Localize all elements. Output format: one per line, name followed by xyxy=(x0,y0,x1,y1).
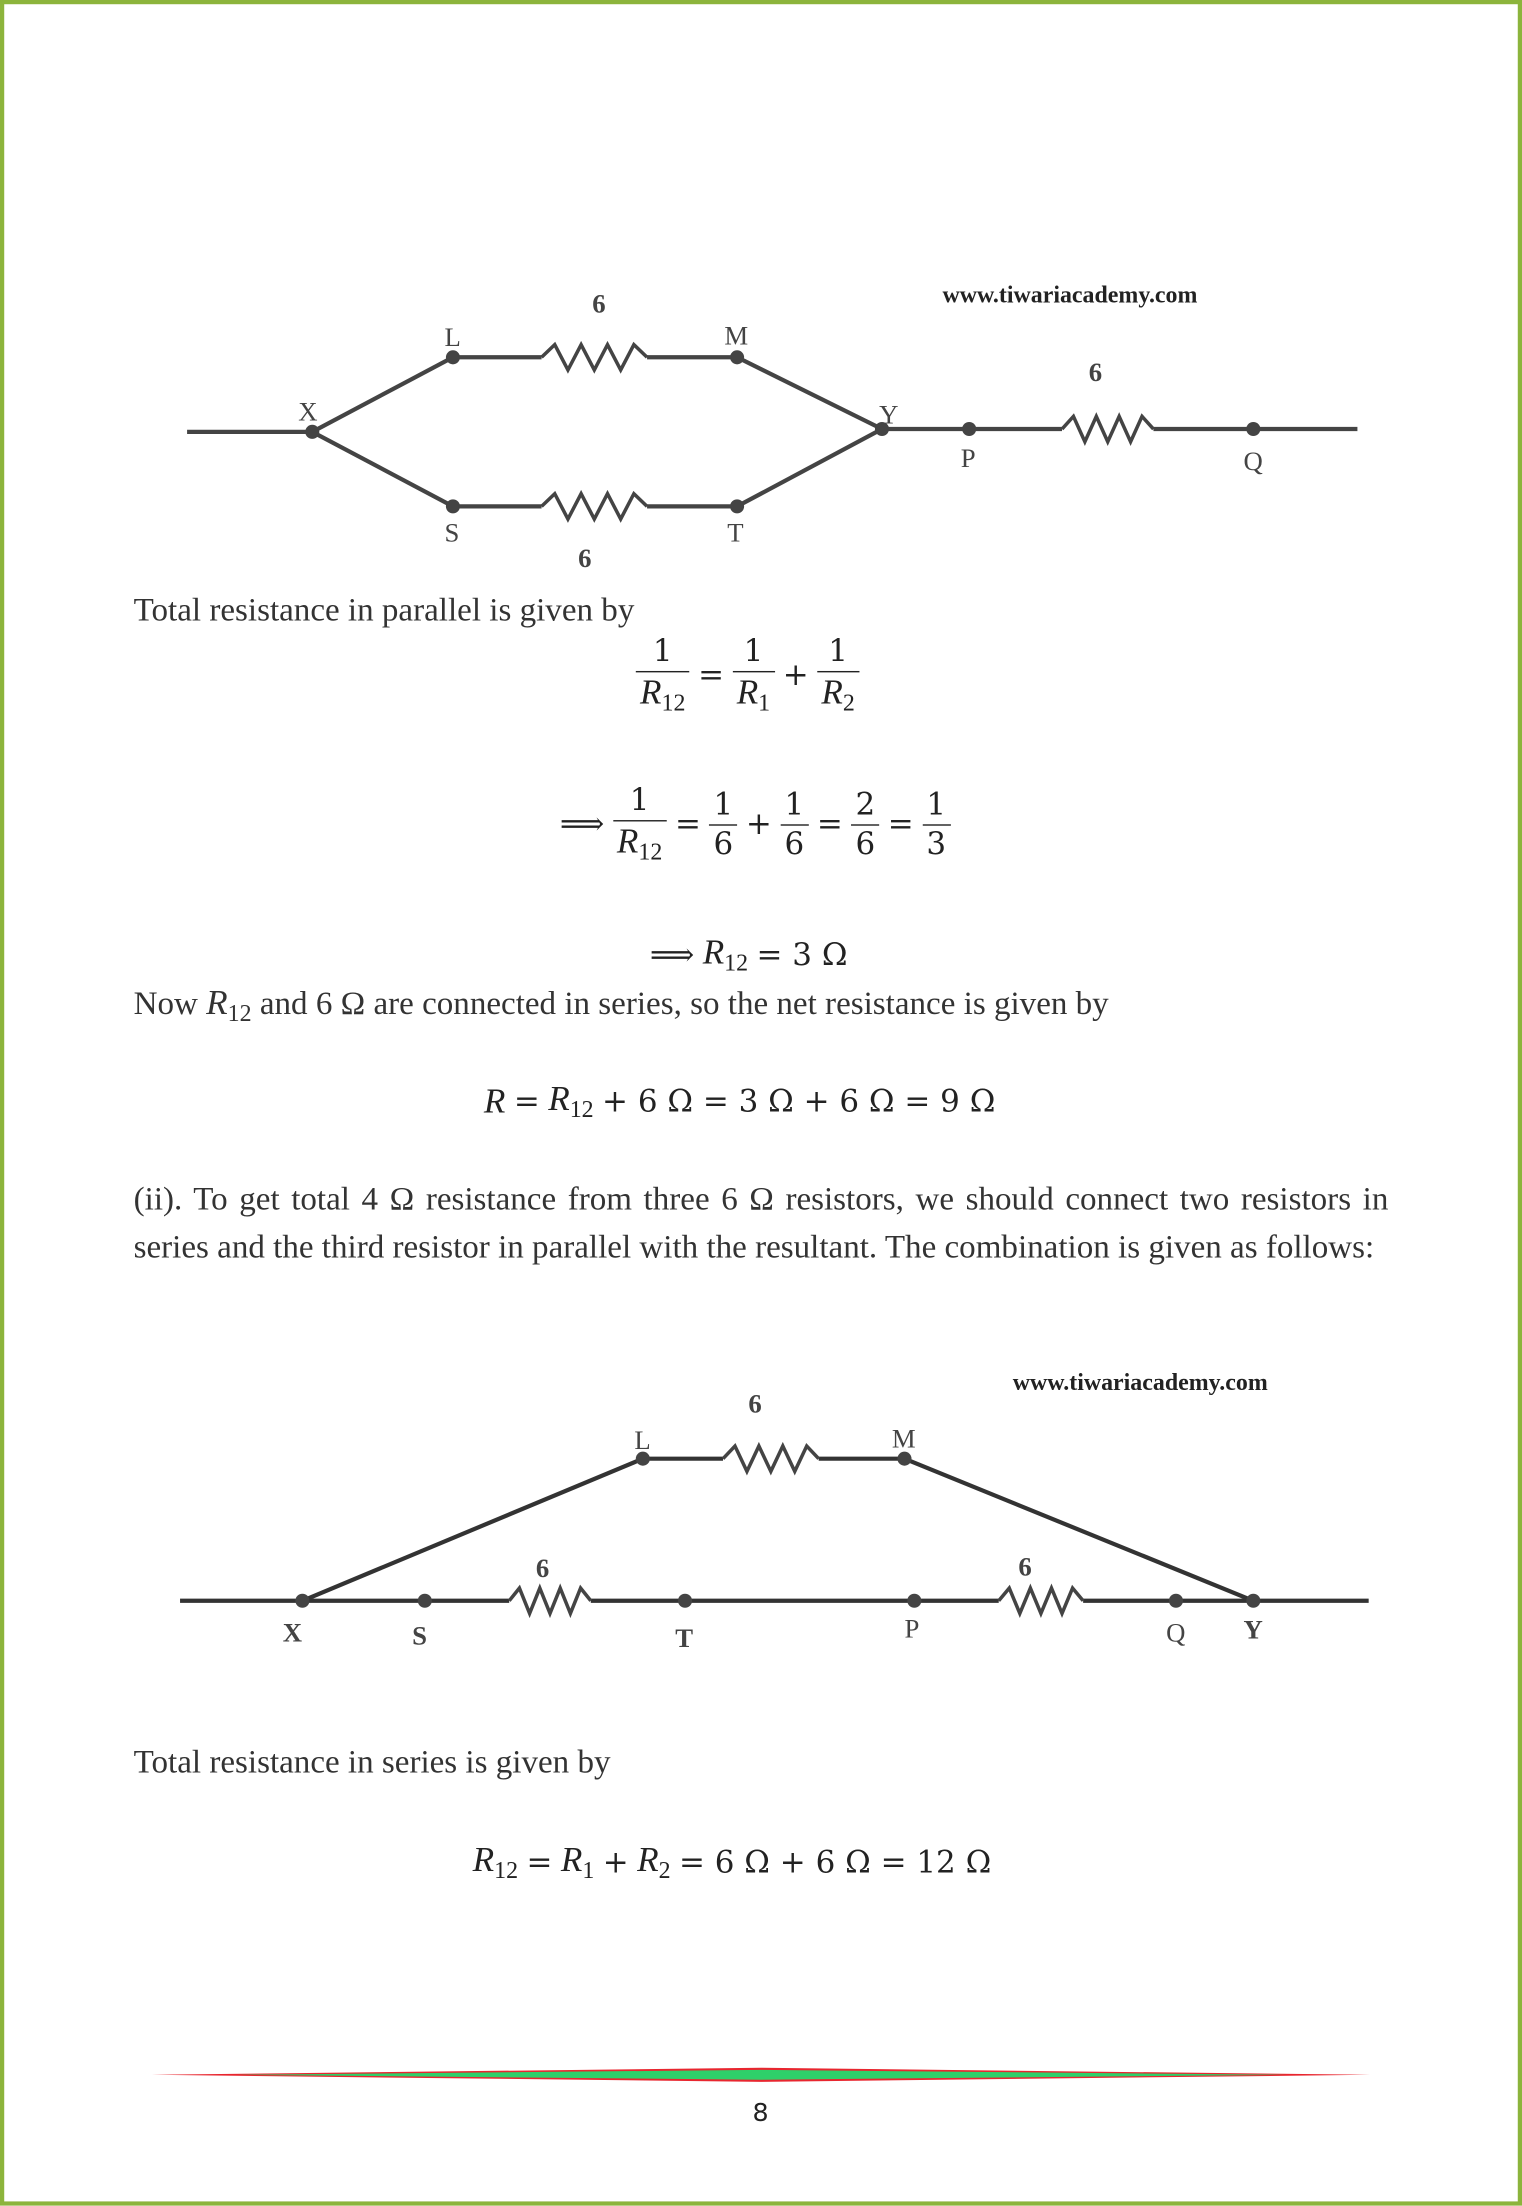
node-label-y: Y xyxy=(1243,1614,1263,1645)
node-label-p: P xyxy=(960,443,976,474)
resistor-zigzag xyxy=(723,1446,819,1471)
variable: R xyxy=(736,673,759,712)
subscript: 1 xyxy=(758,689,771,717)
node-label-m: M xyxy=(724,320,749,351)
equals-sign: = xyxy=(698,658,725,694)
numerator: 1 xyxy=(713,787,734,823)
variable: R xyxy=(702,934,725,972)
resistor-symbol xyxy=(509,1588,591,1613)
subscript: 12 xyxy=(569,1095,594,1123)
node-label-m: M xyxy=(891,1423,916,1454)
resistor-symbol xyxy=(1062,416,1153,441)
variable: R xyxy=(206,984,228,1023)
watermark: www.tiwariacademy.com xyxy=(942,282,1198,309)
resistor-zigzag xyxy=(542,494,647,519)
resistor-symbol xyxy=(542,494,647,519)
subscript: 2 xyxy=(658,1856,671,1884)
node-label-s: S xyxy=(412,1620,428,1651)
equals-sign: = xyxy=(674,807,701,843)
numerator: 1 xyxy=(743,634,764,670)
resistor-zigzag xyxy=(1062,416,1153,441)
equation-series-resistance xyxy=(473,1841,992,1885)
wires xyxy=(187,357,1357,506)
implies-arrow: ⟹ xyxy=(559,807,605,843)
variable: R xyxy=(616,823,639,862)
numerator: 2 xyxy=(855,787,876,823)
implies-arrow: ⟹ xyxy=(649,938,695,974)
plus-sign: + xyxy=(745,807,772,843)
resistor-symbol xyxy=(723,1446,819,1471)
node-label-q: Q xyxy=(1243,445,1263,476)
node-label-p: P xyxy=(904,1613,920,1644)
node-label-s: S xyxy=(444,517,460,548)
denominator: 6 xyxy=(709,824,737,861)
resistor-value: 6 xyxy=(535,1552,550,1583)
text: and 6 Ω are connected in series, so the net resistance is given by xyxy=(251,986,1109,1023)
equals-sign: = xyxy=(513,1084,540,1120)
equation-parallel-substitution xyxy=(560,785,950,865)
equation-rhs: = 6 Ω + 6 Ω = 12 Ω xyxy=(679,1845,992,1881)
plus-sign: + xyxy=(782,658,809,694)
numerator: 1 xyxy=(926,787,947,823)
equation-parallel-formula xyxy=(636,636,859,716)
variable: R xyxy=(483,1082,506,1121)
resistor-value: 6 xyxy=(592,288,606,319)
denominator: 3 xyxy=(922,824,950,861)
resistor-value: 6 xyxy=(748,1388,762,1419)
variable: R xyxy=(640,673,662,712)
text: Now xyxy=(133,986,207,1023)
subscript: 12 xyxy=(494,1856,519,1884)
denominator: 6 xyxy=(780,824,808,861)
subscript: 2 xyxy=(842,689,855,717)
equation-rhs: + 6 Ω = 3 Ω + 6 Ω = 9 Ω xyxy=(602,1084,996,1120)
resistor-value: 6 xyxy=(1088,357,1103,388)
equals-sign: = xyxy=(887,807,914,843)
node-label-q: Q xyxy=(1166,1617,1186,1648)
subscript: 12 xyxy=(724,949,749,977)
numerator: 1 xyxy=(652,634,673,670)
resistor-symbol xyxy=(999,1588,1083,1613)
subscript: 12 xyxy=(638,838,663,866)
numerator: 1 xyxy=(784,787,805,823)
subscript: 12 xyxy=(227,1000,252,1027)
denominator: 6 xyxy=(851,824,879,861)
text-parallel-intro: Total resistance in parallel is given by xyxy=(133,592,635,629)
equation-rhs: = 3 Ω xyxy=(756,938,848,974)
circuit-diagram-parallel-series xyxy=(0,267,1522,576)
resistor-zigzag xyxy=(542,345,647,370)
subscript: 1 xyxy=(582,1856,595,1884)
resistor-value: 6 xyxy=(1018,1551,1032,1582)
text-series-intro: Total resistance in series is given by xyxy=(133,1744,611,1781)
variable: R xyxy=(560,1841,583,1880)
wires xyxy=(180,1459,1369,1601)
watermark: www.tiwariacademy.com xyxy=(1012,1369,1268,1396)
node-label-x: X xyxy=(282,1617,303,1648)
equals-sign: = xyxy=(526,1845,553,1881)
node-label-l: L xyxy=(634,1424,651,1455)
numerator: 1 xyxy=(629,783,650,819)
text-series-net xyxy=(134,985,1109,1029)
numerator: 1 xyxy=(828,634,848,670)
footer-rule xyxy=(152,2065,1370,2085)
plus-sign: + xyxy=(602,1845,629,1881)
circuit-diagram-4-ohm xyxy=(0,1364,1522,1659)
node-label-t: T xyxy=(675,1623,694,1654)
node-label-y: Y xyxy=(879,399,899,430)
resistor-symbol xyxy=(542,345,647,370)
resistor-value: 6 xyxy=(578,542,592,573)
variable: R xyxy=(637,1841,659,1880)
variable: R xyxy=(472,1841,495,1880)
node-label-t: T xyxy=(727,517,744,548)
equation-r12-result xyxy=(650,934,848,978)
page-number: 8 xyxy=(752,2098,769,2129)
equals-sign: = xyxy=(816,807,843,843)
nodes xyxy=(305,350,1263,513)
paragraph-part-ii: (ii). To get total 4 Ω resistance from three 6 Ω resistors, we should connect two resistors in series and the third resistor in parallel with the resultant. The combination is given as follows: xyxy=(133,1181,1389,1266)
subscript: 12 xyxy=(661,689,686,717)
variable: R xyxy=(821,673,843,712)
equation-net-resistance xyxy=(484,1080,995,1124)
nodes xyxy=(295,1452,1260,1608)
resistor-zigzag xyxy=(999,1588,1083,1613)
variable: R xyxy=(548,1080,570,1119)
node-label-l: L xyxy=(444,322,461,353)
resistor-zigzag xyxy=(509,1588,591,1613)
node-label-x: X xyxy=(298,396,318,427)
